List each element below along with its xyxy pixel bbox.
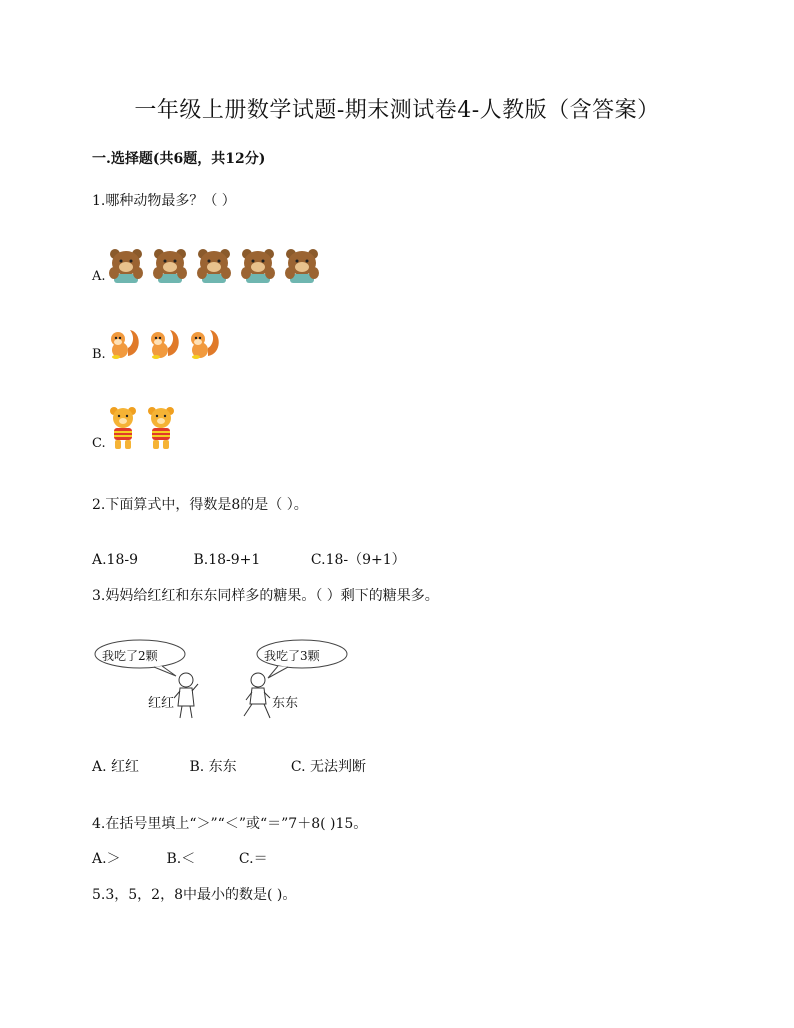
bear-group [106, 246, 322, 284]
q3-option-c: C. 无法判断 [290, 759, 367, 775]
q1-option-c [92, 405, 178, 451]
question-4: 4.在括号里填上“＞”“＜”或“＝”7＋8( )15。 [92, 816, 368, 832]
squirrel-group [106, 326, 222, 362]
bubble-text-1: 我吃了2颗 [102, 649, 158, 663]
name-honghong: 红红 [148, 696, 175, 711]
yellow-bear-icon [106, 405, 140, 451]
q3-options [92, 756, 366, 776]
name-dongdong: 东东 [272, 696, 299, 711]
q4-option-c: C.＝ [238, 851, 268, 867]
q4-option-a: A.＞ [92, 851, 121, 867]
question-2: 2.下面算式中，得数是8的是（ ）。 [92, 497, 308, 513]
brown-bear-icon [106, 246, 146, 284]
q3-illustration [92, 636, 362, 726]
q2-options [92, 549, 406, 569]
section-heading: 一.选择题(共6题，共12分) [92, 151, 266, 167]
option-c-label: C. [92, 436, 106, 451]
q1-option-a [92, 246, 322, 284]
brown-bear-icon [238, 246, 278, 284]
q4-option-b: B.＜ [166, 851, 196, 867]
question-5: 5.3，5，2，8中最小的数是( )。 [92, 887, 297, 903]
question-1: 1.哪种动物最多？（ ） [92, 193, 236, 209]
brown-bear-icon [282, 246, 322, 284]
brown-bear-icon [150, 246, 190, 284]
squirrel-icon [106, 326, 142, 362]
q3-option-a: A. 红红 [92, 759, 140, 775]
squirrel-icon [146, 326, 182, 362]
page-title: 一年级上册数学试题-期末测试卷4-人教版（含答案） [134, 98, 660, 123]
q3-option-b: B. 东东 [189, 759, 237, 775]
question-3: 3.妈妈给红红和东东同样多的糖果。（ ）剩下的糖果多。 [92, 588, 439, 604]
squirrel-icon [186, 326, 222, 362]
q2-option-a: A.18-9 [92, 552, 139, 568]
bubble-text-2: 我吃了3颗 [264, 649, 320, 663]
option-b-label: B. [92, 347, 106, 362]
yellow-bear-icon [144, 405, 178, 451]
q4-options [92, 848, 268, 868]
option-a-label: A. [92, 269, 106, 284]
yellow-bear-group [106, 405, 178, 451]
q2-option-b: B.18-9+1 [193, 552, 261, 568]
brown-bear-icon [194, 246, 234, 284]
q1-option-b [92, 326, 222, 362]
q2-option-c: C.18-（9+1） [310, 552, 406, 568]
